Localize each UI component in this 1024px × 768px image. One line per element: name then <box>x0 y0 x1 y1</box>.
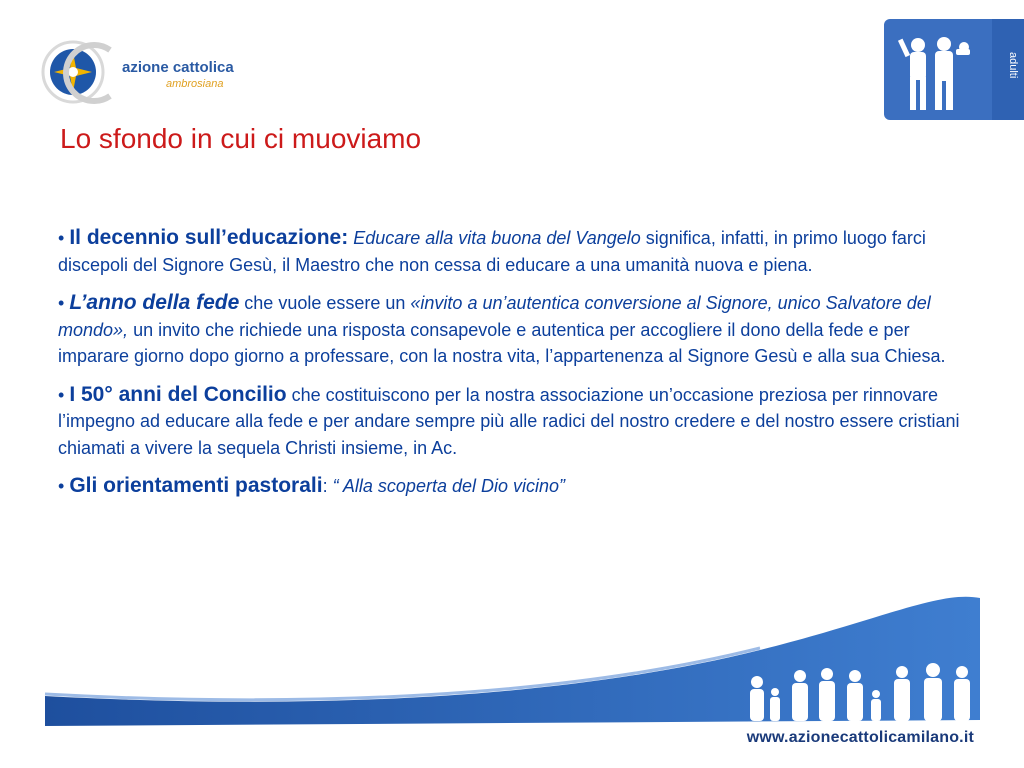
bullet-text: significa, infatti, in primo luogo farci discepoli del Signore Gesù, il Maestro che non cessa di educare a una umanità nuova e piena. <box>58 228 926 275</box>
bullet-heading: Gli orientamenti pastorali <box>69 474 323 497</box>
bullet-text: un invito che richiede una risposta consapevole e autentica per accogliere il dono della fede e per imparare giorno dopo giorno a professare, con la nostra vita, l’appartenenza al Signore Gesù e alla sua Chiesa. <box>58 319 946 366</box>
bullet-heading: L’anno della fede <box>69 291 240 314</box>
bullet-concilio: • I 50° anni del Concilio che costituiscono per la nostra associazione un’occasione preziosa per rinnovare l’impegno ad educare alla fede e per andare sempre più alle radici del nostro credere e del nostro essere cristiani chiamati a vivere la sequela Christi insieme, in Ac. <box>58 382 960 458</box>
logo-subtitle: ambrosiana <box>166 78 224 90</box>
bullet-italic: «invito a un’autentica conversione al Signore, unico Salvatore del mondo», <box>58 293 931 340</box>
bullet-italic: Educare alla vita buona del Vangelo <box>353 228 641 248</box>
content-body <box>58 225 963 512</box>
website-link[interactable]: www.azionecattolicamilano.it <box>746 729 974 746</box>
bullet-heading: I 50° anni del Concilio <box>69 382 287 406</box>
logo-name: azione cattolica <box>122 59 234 76</box>
page-title: Lo sfondo in cui ci muoviamo <box>60 123 422 154</box>
bullet-text-before: : <box>322 476 333 496</box>
bullet-italic: “ Alla scoperta del Dio vicino” <box>332 476 566 496</box>
bullet-decennio: • Il decennio sull’educazione: Educare alla vita buona del Vangelo significa, infatti, in primo luogo farci discepoli del Signore Gesù, il Maestro che non cessa di educare a una umanità nuova e piena. <box>58 226 926 275</box>
bullet-heading: Il decennio sull’educazione: <box>69 226 349 249</box>
corner-label: adulti <box>1007 52 1019 79</box>
bullet-orientamenti: • Gli orientamenti pastorali: “ Alla scoperta del Dio vicino” <box>58 474 566 497</box>
bullet-text-before: che vuole essere un <box>239 293 411 313</box>
bullet-anno-fede: • L’anno della fede che vuole essere un «invito a un’autentica conversione al Signore, unico Salvatore del mondo», un invito che richiede una risposta consapevole e autentica per accogliere il dono della fede e per imparare giorno dopo giorno a professare, con la nostra vita, l’appartenenza al Signore Gesù e alla sua Chiesa. <box>58 291 946 366</box>
bullet-text: che costituiscono per la nostra associazione un’occasione preziosa per rinnovare l’impegno ad educare alla fede e per andare sempre più alle radici del nostro credere e del nostro essere cristiani chiamati a vivere la sequela Christi insieme, in Ac. <box>58 384 960 458</box>
